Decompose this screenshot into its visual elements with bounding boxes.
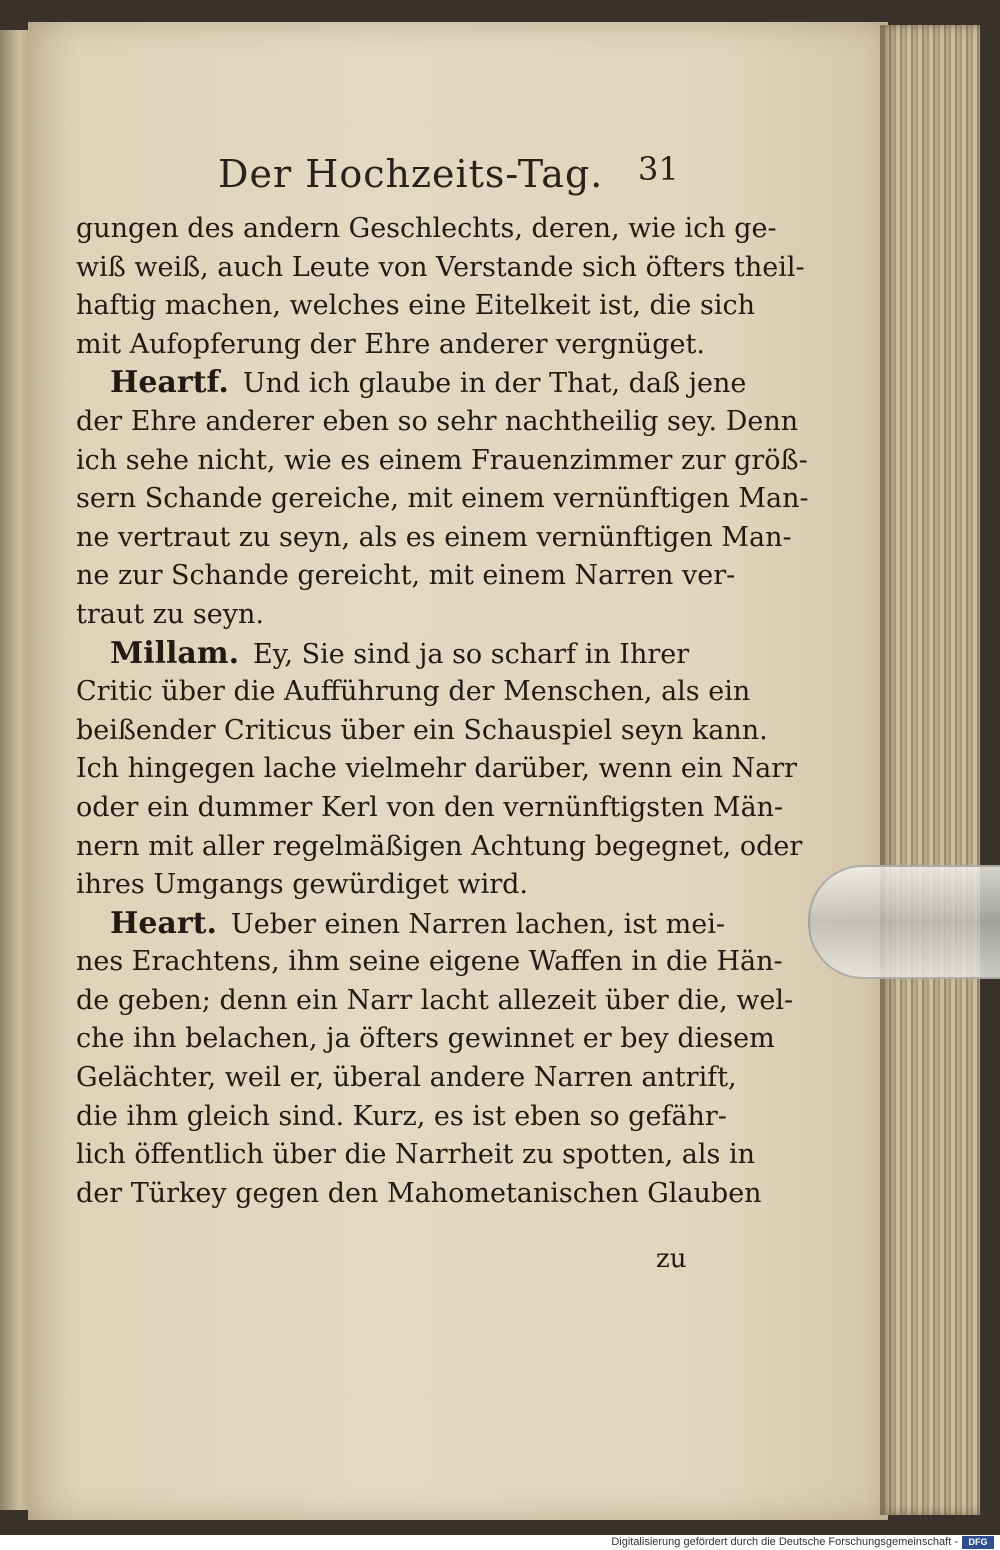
- line-text: nern mit aller regelmäßigen Achtung begegnet, oder: [76, 830, 803, 862]
- speaker-name: Heartf.: [110, 365, 229, 401]
- text-line: [76, 1020, 775, 1059]
- text-line: [76, 442, 808, 481]
- line-text: ihres Umgangs gewürdiget wird.: [76, 869, 528, 901]
- text-line: [76, 1098, 727, 1137]
- line-text: oder ein dummer Kerl von den vernünftigsten Män-: [76, 791, 784, 823]
- page-block-edge: [880, 25, 980, 1515]
- line-text: che ihn belachen, ja öfters gewinnet er bey diesem: [76, 1023, 775, 1055]
- line-text: nes Erachtens, ihm seine eigene Waffen in die Hän-: [76, 946, 783, 978]
- text-line: [76, 403, 799, 442]
- line-text: der Türkey gegen den Mahometanischen Glauben: [76, 1177, 762, 1209]
- scan-footer: [0, 1535, 1000, 1550]
- line-text: gungen des andern Geschlechts, deren, wie ich ge-: [76, 213, 777, 244]
- line-text: sern Schande gereiche, mit einem vernünftigen Man-: [76, 483, 809, 515]
- page-clip: [808, 865, 1000, 979]
- line-text: Ey, Sie sind ja so scharf in Ihrer: [253, 638, 690, 670]
- catchword: zu: [656, 1244, 687, 1274]
- body-text: [76, 210, 809, 1213]
- line-text: wiß weiß, auch Leute von Verstande sich öfters theil-: [76, 251, 805, 283]
- text-line: [76, 364, 747, 403]
- text-line: [76, 866, 676, 905]
- text-line: [76, 750, 798, 789]
- dfg-logo: DFG: [962, 1536, 994, 1549]
- text-line: [76, 1059, 737, 1098]
- line-text: ne zur Schande gereicht, mit einem Narren ver-: [76, 560, 736, 592]
- book-page: [28, 22, 888, 1520]
- text-line: [76, 326, 705, 365]
- text-line: [76, 905, 725, 944]
- text-line: [76, 596, 676, 635]
- line-text: ich sehe nicht, wie es einem Frauenzimmer zur größ-: [76, 444, 808, 476]
- text-line: [76, 673, 751, 712]
- page-header: [28, 140, 888, 200]
- text-line: [76, 557, 736, 596]
- line-text: beißender Criticus über ein Schauspiel seyn kann.: [76, 714, 768, 746]
- line-text: Ueber einen Narren lachen, ist mei-: [230, 908, 725, 940]
- page-number: 31: [638, 150, 679, 188]
- speaker-name: Millam.: [110, 635, 240, 671]
- line-text: Ich hingegen lache vielmehr darüber, wenn ein Narr: [76, 753, 798, 785]
- speaker-name: Heart.: [110, 905, 217, 941]
- text-line: [76, 480, 809, 519]
- text-line: [76, 1136, 755, 1175]
- text-line: [76, 789, 784, 828]
- funding-credit: Digitalisierung gefördert durch die Deutsche Forschungsgemeinschaft -: [611, 1536, 958, 1548]
- line-text: Gelächter, weil er, überal andere Narren antrift,: [76, 1062, 737, 1094]
- line-text: lich öffentlich über die Narrheit zu spotten, als in: [76, 1139, 755, 1171]
- line-text: die ihm gleich sind. Kurz, es ist eben so gefähr-: [76, 1100, 727, 1132]
- text-line: [76, 1175, 762, 1214]
- line-text: Und ich glaube in der That, daß jene: [242, 368, 747, 400]
- text-line: [76, 828, 803, 867]
- text-line: [76, 712, 768, 751]
- line-text: traut zu seyn.: [76, 598, 264, 630]
- text-line: [76, 943, 783, 982]
- text-line: [76, 982, 794, 1021]
- text-line: [76, 210, 777, 249]
- line-text: Critic über die Aufführung der Menschen, als ein: [76, 676, 751, 708]
- text-line: [76, 519, 792, 558]
- line-text: haftig machen, welches eine Eitelkeit ist, die sich: [76, 290, 755, 322]
- line-text: mit Aufopferung der Ehre anderer vergnüget.: [76, 328, 705, 360]
- text-line: [76, 249, 805, 288]
- text-line: [76, 635, 690, 674]
- line-text: der Ehre anderer eben so sehr nachtheilig sey. Denn: [76, 405, 799, 437]
- text-line: [76, 287, 755, 326]
- running-title: Der Hochzeits-Tag.: [218, 152, 604, 196]
- line-text: ne vertraut zu seyn, als es einem vernünftigen Man-: [76, 521, 792, 553]
- line-text: de geben; denn ein Narr lacht allezeit über die, wel-: [76, 984, 794, 1016]
